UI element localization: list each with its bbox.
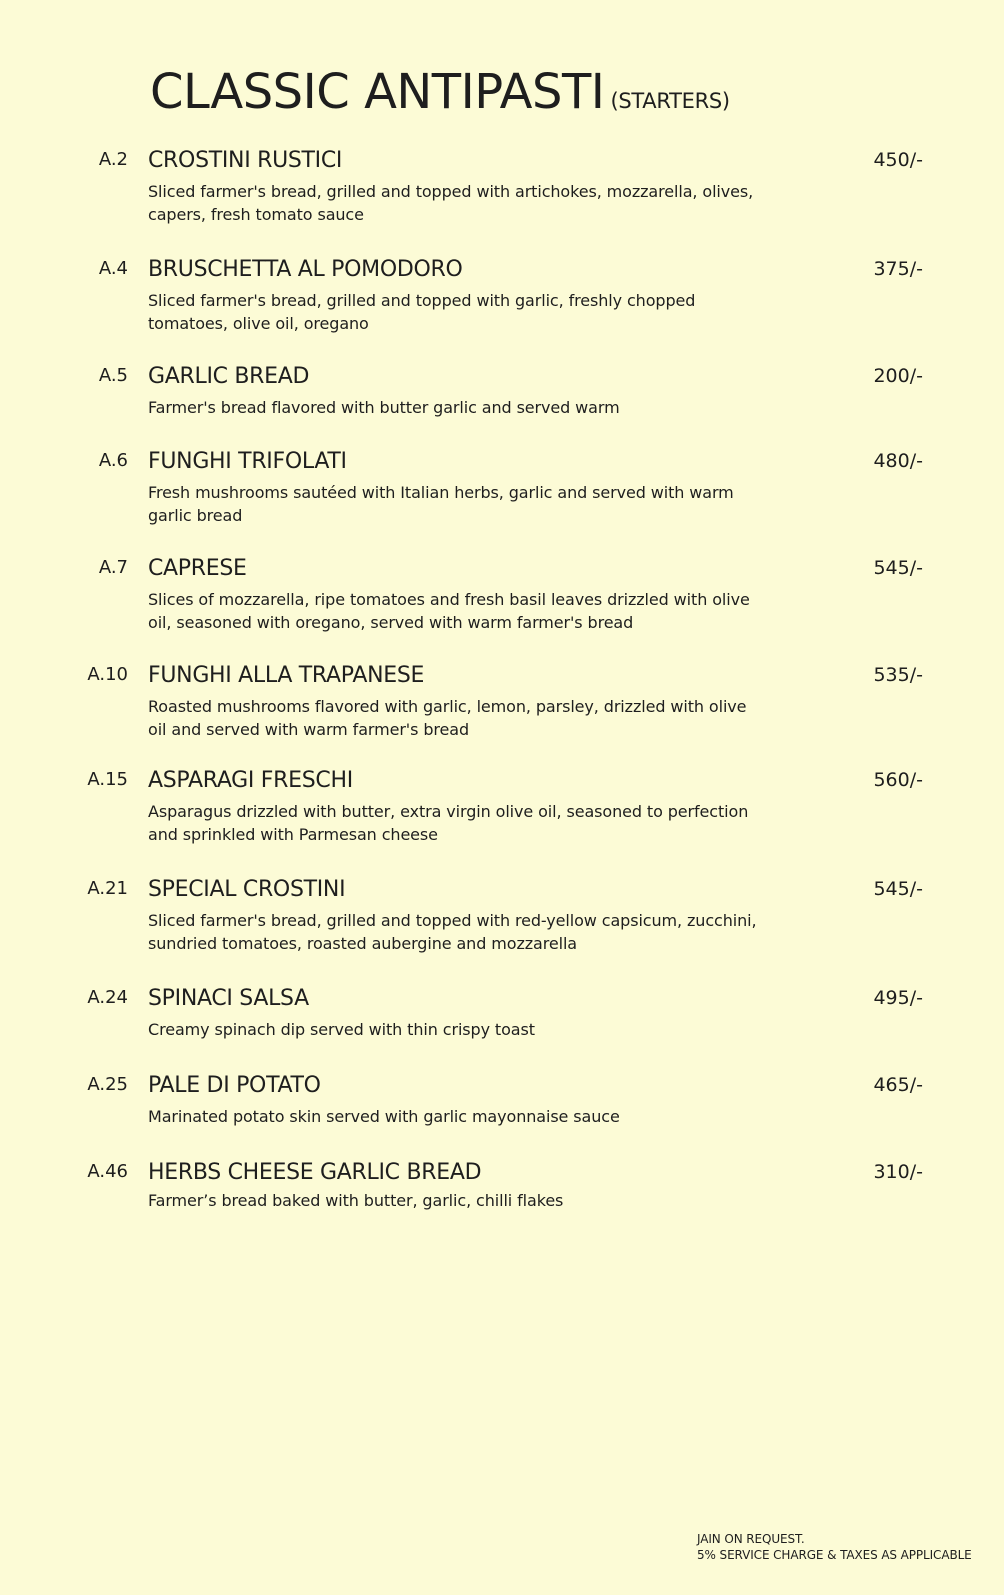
item-price: 465/- (873, 1074, 923, 1096)
item-description: Farmer’s bread baked with butter, garlic, chilli flakes (148, 1191, 564, 1210)
item-description: Slices of mozzarella, ripe tomatoes and fresh basil leaves drizzled with olive oil, seasoned with oregano, served with warm farmer's bread (148, 590, 750, 632)
item-code: A.5 (98, 365, 128, 386)
item-code: A.4 (98, 258, 128, 279)
item-name: ASPARAGI FRESCHI (148, 768, 353, 793)
item-code: A.15 (87, 769, 128, 790)
footer-jain-note: JAIN ON REQUEST. (697, 1532, 805, 1546)
item-code: A.2 (98, 149, 128, 170)
item-price: 200/- (873, 365, 923, 387)
item-description: Sliced farmer's bread, grilled and topped with red-yellow capsicum, zucchini, sundried tomatoes, roasted aubergine and mozzarella (148, 911, 757, 953)
item-name: CROSTINI RUSTICI (148, 148, 343, 173)
item-name: FUNGHI TRIFOLATI (148, 449, 347, 474)
page-title-main: CLASSIC ANTIPASTI (150, 64, 605, 120)
item-description: Creamy spinach dip served with thin crispy toast (148, 1020, 535, 1039)
item-description: Farmer's bread flavored with butter garlic and served warm (148, 398, 620, 417)
item-description: Fresh mushrooms sautéed with Italian herbs, garlic and served with warm garlic bread (148, 483, 734, 525)
item-name: HERBS CHEESE GARLIC BREAD (148, 1160, 482, 1185)
page-title (150, 64, 730, 120)
footer-note (697, 1531, 972, 1563)
item-price: 450/- (873, 149, 923, 171)
item-description: Marinated potato skin served with garlic mayonnaise sauce (148, 1107, 620, 1126)
item-code: A.21 (87, 878, 128, 899)
item-code: A.46 (87, 1161, 128, 1182)
item-description: Asparagus drizzled with butter, extra virgin olive oil, seasoned to perfection and sprinkled with Parmesan cheese (148, 802, 749, 844)
item-name: BRUSCHETTA AL POMODORO (148, 257, 463, 282)
item-code: A.6 (98, 450, 128, 471)
item-code: A.25 (87, 1074, 128, 1095)
item-description: Sliced farmer's bread, grilled and topped with artichokes, mozzarella, olives, capers, fresh tomato sauce (148, 182, 754, 224)
item-price: 545/- (873, 878, 923, 900)
item-name: SPINACI SALSA (148, 986, 309, 1011)
item-price: 495/- (873, 987, 923, 1009)
item-code: A.24 (87, 987, 128, 1008)
item-name: SPECIAL CROSTINI (148, 877, 346, 902)
item-price: 545/- (873, 557, 923, 579)
item-code: A.10 (87, 664, 128, 685)
item-description: Roasted mushrooms flavored with garlic, lemon, parsley, drizzled with olive oil and served with warm farmer's bread (148, 697, 747, 739)
item-price: 480/- (873, 450, 923, 472)
item-name: CAPRESE (148, 556, 247, 581)
item-price: 310/- (873, 1161, 923, 1183)
footer-service-charge-note: 5% SERVICE CHARGE & TAXES AS APPLICABLE (697, 1548, 972, 1562)
item-price: 375/- (873, 258, 923, 280)
item-price: 535/- (873, 664, 923, 686)
page-title-sub: (STARTERS) (610, 89, 730, 113)
item-description: Sliced farmer's bread, grilled and topped with garlic, freshly chopped tomatoes, olive oil, oregano (148, 291, 696, 333)
item-name: PALE DI POTATO (148, 1073, 321, 1098)
item-code: A.7 (98, 557, 128, 578)
item-name: FUNGHI ALLA TRAPANESE (148, 663, 425, 688)
item-name: GARLIC BREAD (148, 364, 310, 389)
item-price: 560/- (873, 769, 923, 791)
